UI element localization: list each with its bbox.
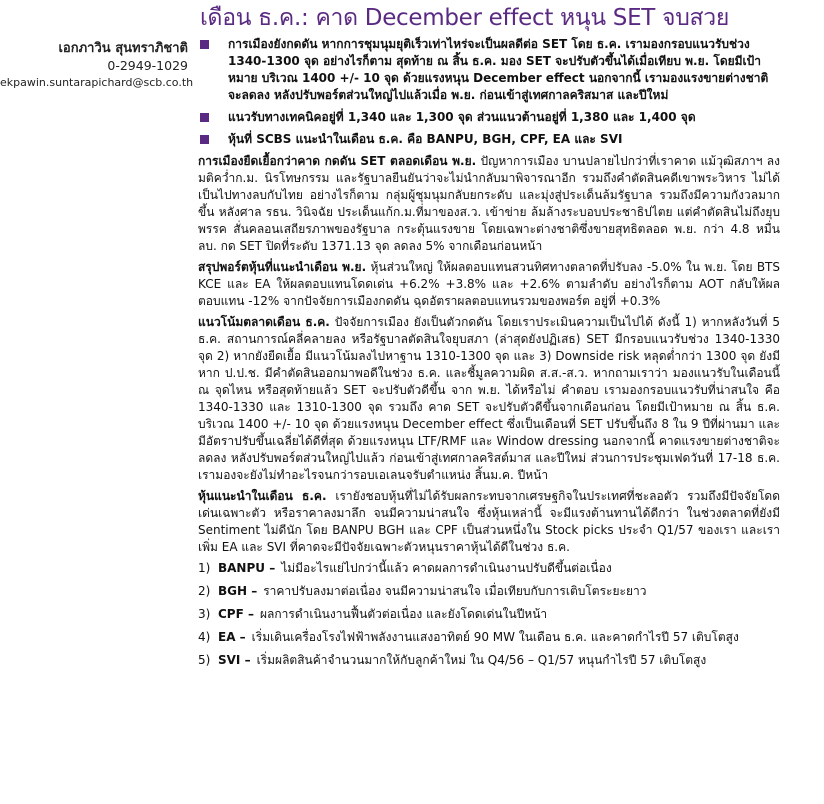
pick-description: ผลการดำเนินงานฟื้นตัวต่อเนื่อง และยังโดดเด่นในปีหน้า [259,607,548,621]
summary-bullet [198,109,780,126]
pick-ticker: EA – [218,630,246,644]
pick-ticker: SVI – [218,653,251,667]
pick-number: 5) [198,653,211,667]
pick-ticker: CPF – [218,607,254,621]
paragraph-picks [198,488,780,556]
bullet-square-icon [200,113,209,122]
paragraph-outlook [198,314,780,484]
author-phone: 0-2949-1029 [107,58,188,73]
bullet-text: การเมืองยังกดดัน หากการชุมนุมยุติเร็วเท่าไหร่จะเป็นผลดีต่อ SET โดย ธ.ค. เรามองกรอบแนวรับช่วง 1340-1300 จุด อย่างไรก็ตาม สุดท้าย ณ สิ้น ธ.ค. มอง SET จะปรับตัวขึ้นได้เมื่อเทียบ พ.ย. โดยมีเป้าหมาย บริเวณ 1400 +/- 10 จุด ด้วยแรงหนุน December effect นอกจากนี้ เรามองแรงขายต่างชาติจะลดลง หลังปรับพอร์ตส่วนใหญ่ไปแล้วเมื่อ พ.ย. ก่อนเข้าสู่เทศกาลคริสมาส และปีใหม่ [228,37,769,102]
paragraph-text: เรายังชอบหุ้นที่ไม่ได้รับผลกระทบจากเศรษฐกิจในประเทศที่ชะลอตัว รวมถึงมีปัจจัยโดดเด่นเฉพาะตัว หรือราคาลงมาลึก จนมีความน่าสนใจ ซึ่งหุ้นเหล่านี้ จะมีแรงต้านทานได้ดีกว่า ในช่วงตลาดที่ยังมี Sentiment ไม่ดีนัก โดย BANPU BGH และ CPF เป็นส่วนหนึ่งใน Stock picks ประจำ Q1/57 ของเรา และเราเพิ่ม EA และ SVI ที่คาดจะมีปัจจัยเฉพาะตัวหนุนราคาหุ้นได้ดีในช่วง ธ.ค. [198,489,781,554]
bullet-square-icon [200,40,209,49]
paragraph-lead: การเมืองยืดเยื้อกว่าคาด กดดัน SET ตลอดเดือน พ.ย. [198,154,477,168]
summary-bullet [198,36,780,104]
stock-pick-item [198,560,780,577]
pick-description: เริ่มเดินเครื่องโรงไฟฟ้าพลังงานแสงอาทิตย์ 90 MW ในเดือน ธ.ค. และคาดกำไรปี 57 เติบโตสูง [251,630,739,644]
summary-bullet [198,131,780,148]
paragraph-politics [198,153,780,255]
paragraph-text: หุ้นส่วนใหญ่ ให้ผลตอบแทนสวนทิศทางตลาดที่ปรับลง -5.0% ใน พ.ย. โดย BTS KCE และ EA ให้ผลตอบแทนโดดเด่น +6.2% +3.8% และ +2.6% ตามลำดับ อย่างไรก็ตาม AOT กลับให้ผลตอบแทน -12% จากปัจจัยการเมืองกดดัน ฉุดอัตราผลตอบแทนรวมของพอร์ต อยู่ที่ +0.3% [198,260,780,308]
bullet-square-icon [200,135,209,144]
paragraph-portfolio [198,259,780,310]
pick-number: 2) [198,584,211,598]
pick-description: เริ่มผลิตสินค้าจำนวนมากให้กับลูกค้าใหม่ ใน Q4/56 – Q1/57 หนุนกำไรปี 57 เติบโตสูง [256,653,707,667]
paragraph-lead: แนวโน้มตลาดเดือน ธ.ค. [198,315,330,329]
pick-description: ไม่มีอะไรแย่ไปกว่านี้แล้ว คาดผลการดำเนินงานปรับดีขึ้นต่อเนื่อง [281,561,612,575]
author-email[interactable]: ekpawin.suntarapichard@scb.co.th [0,76,194,89]
paragraph-lead: สรุปพอร์ตหุ้นที่แนะนำเดือน พ.ย. [198,260,367,274]
pick-number: 1) [198,561,211,575]
paragraph-text: ปัญหาการเมือง บานปลายไปกว่าที่เราคาด แม้วุฒิสภาฯ ลงมติคว่ำก.ม. นิรโทษกรรม และรัฐบาลยืนยันว่าจะไม่นำกลับมาพิจารณาอีก รวมถึงคำตัดสินคดีเขาพระวิหาร ไม่ได้เป็นไปทางลบกับไทย อย่างไรก็ตาม กลุ่มผู้ชุมนุมกลับยกระดับ และมุ่งสู่ประเด็นล้มรัฐบาล รวมถึงมีความกังวลมากขึ้น หลังศาล รธน. วินิจฉัย ประเด็นแก้ก.ม.ที่มาของส.ว. เข้าข่าย ล้มล้างระบอบประชาธิปไตย แต่คำตัดสินไม่ถึงยุบพรรค สั่นคลอนเสถียรภาพของรัฐบาล กระตุ้นแรงขาย โดยเฉพาะต่างชาติซึ่งขายสุทธิตลอด พ.ย. กว่า 4.8 หมื่นลบ. กด SET ปิดที่ระดับ 1371.13 จุด ลดลง 5% จากเดือนก่อนหน้า [198,154,781,253]
stock-pick-item [198,629,780,646]
bullet-text: แนวรับทางเทคนิคอยู่ที่ 1,340 และ 1,300 จุด ส่วนแนวต้านอยู่ที่ 1,380 และ 1,400 จุด [228,110,696,124]
author-block [0,40,194,91]
stock-pick-item [198,583,780,600]
paragraph-text: ปัจจัยการเมือง ยังเป็นตัวกดดัน โดยเราประเมินความเป็นไปได้ ดังนี้ 1) หากหลังวันที่ 5 ธ.ค. สถานการณ์คลี่คลายลง หรือรัฐบาลตัดสินใจยุบสภา (ล่าสุดยังปฏิเสธ) SET มีกรอบแนวรับช่วง 1340-1330 จุด 2) หากยังยืดเยื้อ มีแนวโน้มลงไปหาฐาน 1310-1300 จุด และ 3) Downside risk หลุดต่ำกว่า 1300 จุด ยังมี หาก ป.ป.ช. มีคำตัดสินออกมาพอดีในช่วง ธ.ค. และชี้มูลความผิด ส.ส.-ส.ว. หากถามเราว่า มองแนวรับในเดือนนี้ ณ จุดไหน หรือสุดท้ายแล้ว SET จะปรับตัวดีขึ้น จาก พ.ย. ได้หรือไม่ คำตอบ เรามองกรอบแนวรับที่น่าสนใจ คือ 1340-1330 และ 1310-1300 จุด รวมถึง คาด SET จะปรับตัวดีขึ้นจากเดือนก่อน โดยมีเป้าหมาย ณ สิ้น ธ.ค. บริเวณ 1400 +/- 10 จุด ด้วยแรงหนุน December effect ซึ่งเป็นเดือนที่ SET ปรับขึ้นถึง 8 ใน 9 ปีที่ผ่านมา และมีอัตราปรับขึ้นเฉลี่ยได้ดีที่สุด ด้วยแรงหนุน LTF/RMF และ Window dressing นอกจากนี้ คาดแรงขายต่างชาติจะลดลง หลังปรับพอร์ตส่วนใหญ่ไปแล้ว ก่อนเข้าสู่เทศกาลคริสต์มาส และปีใหม่ ส่วนการประชุมเฟดวันที่ 17-18 ธ.ค. เรามองจะยังไม่ทำอะไรจนกว่ารอบเอเลนจรับตำแหน่ง สิ้นม.ค. ปีหน้า [198,315,780,482]
stock-pick-item [198,652,780,669]
pick-ticker: BANPU – [218,561,276,575]
pick-number: 3) [198,607,211,621]
bullet-text: หุ้นที่ SCBS แนะนำในเดือน ธ.ค. คือ BANPU, BGH, CPF, EA และ SVI [228,132,623,146]
pick-ticker: BGH – [218,584,258,598]
pick-description: ราคาปรับลงมาต่อเนื่อง จนมีความน่าสนใจ เมื่อเทียบกับการเติบโตระยะยาว [263,584,647,598]
paragraph-lead: หุ้นแนะนำในเดือน ธ.ค. [198,489,327,503]
pick-number: 4) [198,630,211,644]
page-title: เดือน ธ.ค.: คาด December effect หนุน SET จบสวย [200,5,730,31]
author-name: เอกภาวิน สุนทราภิชาติ [58,41,188,56]
report-content [198,36,780,675]
stock-pick-item [198,606,780,623]
